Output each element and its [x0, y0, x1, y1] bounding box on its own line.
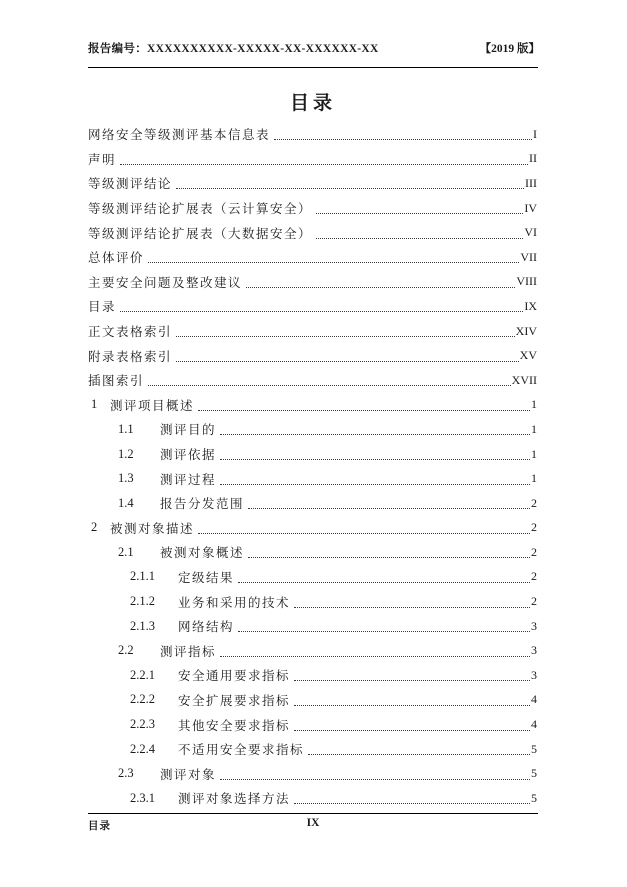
toc-entry [88, 294, 537, 319]
toc-entry-page: II [529, 151, 537, 166]
toc-entry-number: 2.1.1 [130, 569, 155, 584]
dot-leader [220, 473, 530, 485]
toc-entry-page: 2 [531, 594, 537, 609]
toc-entry-number: 2.2.1 [130, 667, 155, 682]
toc-entry-title: 等级测评结论扩展表（大数据安全） [88, 226, 313, 241]
toc-entry-number: 2.1.3 [130, 618, 155, 633]
toc-entry-number: 2 [91, 520, 98, 535]
toc-entry-page: 4 [531, 717, 537, 732]
toc-entry [88, 688, 537, 713]
report-number-value: XXXXXXXXXX-XXXXX-XX-XXXXXX-XX [147, 43, 379, 55]
toc-entry-number: 2.2 [118, 643, 134, 658]
toc-entry [88, 196, 537, 221]
toc-entry-title: 测评指标 [160, 644, 217, 659]
toc-entry-number: 1.4 [118, 495, 134, 510]
dot-leader [274, 128, 532, 140]
toc-entry-number: 2.1.2 [130, 594, 155, 609]
toc-entry-title: 网络结构 [178, 620, 235, 635]
dot-leader [120, 300, 523, 312]
toc-entry-title: 等级测评结论 [88, 177, 173, 192]
toc-entry-title: 被测对象描述 [110, 521, 195, 536]
toc-entry-title: 安全扩展要求指标 [178, 693, 291, 708]
dot-leader [248, 497, 530, 509]
toc-entry [88, 614, 537, 639]
table-of-contents [88, 122, 537, 811]
dot-leader [176, 350, 519, 362]
toc-entry-number: 1.1 [118, 421, 134, 436]
toc-entry-page: I [533, 126, 537, 141]
toc-entry-page: IX [524, 298, 537, 313]
toc-entry-number: 2.3.1 [130, 790, 155, 805]
toc-entry [88, 319, 537, 344]
toc-entry [88, 220, 537, 245]
toc-entry-title: 测评对象 [160, 767, 217, 782]
toc-entry-number: 1.3 [118, 471, 134, 486]
toc-entry [88, 270, 537, 295]
toc-entry-title: 声明 [88, 152, 117, 167]
toc-entry-number: 2.2.3 [130, 717, 155, 732]
toc-entry-number: 2.2.4 [130, 741, 155, 756]
toc-entry-page: 3 [531, 618, 537, 633]
toc-entry [88, 122, 537, 147]
toc-entry-page: VII [520, 249, 537, 264]
dot-leader [294, 669, 530, 681]
toc-entry-title: 报告分发范围 [160, 497, 245, 512]
page-title: 目录 [289, 93, 336, 114]
toc-entry-page: 3 [531, 667, 537, 682]
toc-entry [88, 147, 537, 172]
toc-entry [88, 393, 537, 418]
toc-entry-page: 2 [531, 495, 537, 510]
dot-leader [238, 571, 530, 583]
toc-entry-title: 目录 [88, 300, 117, 315]
dot-leader [294, 792, 530, 804]
dot-leader [294, 596, 530, 608]
toc-entry-page: III [525, 175, 537, 190]
dot-leader [220, 448, 530, 460]
dot-leader [316, 227, 523, 239]
report-number-label: 报告编号： [88, 43, 147, 55]
header-rule [88, 67, 538, 68]
toc-entry-page: 5 [531, 766, 537, 781]
toc-entry [88, 442, 537, 467]
dot-leader [176, 325, 515, 337]
toc-entry [88, 491, 537, 516]
toc-entry-title: 等级测评结论扩展表（云计算安全） [88, 202, 313, 217]
dot-leader [238, 620, 530, 632]
toc-entry-title: 测评项目概述 [110, 398, 195, 413]
dot-leader [220, 645, 530, 657]
toc-entry-number: 2.3 [118, 766, 134, 781]
toc-entry-page: XVII [511, 372, 537, 387]
toc-entry [88, 417, 537, 442]
toc-entry-title: 测评目的 [160, 423, 217, 438]
toc-entry [88, 516, 537, 541]
toc-entry-page: 1 [531, 471, 537, 486]
toc-entry [88, 540, 537, 565]
toc-entry-title: 业务和采用的技术 [178, 595, 291, 610]
toc-entry-title: 附录表格索引 [88, 349, 173, 364]
toc-entry-title: 安全通用要求指标 [178, 669, 291, 684]
toc-entry [88, 638, 537, 663]
toc-entry-title: 被测对象概述 [160, 546, 245, 561]
toc-entry-number: 1.2 [118, 446, 134, 461]
toc-entry-title: 网络安全等级测评基本信息表 [88, 128, 271, 143]
toc-entry-title: 正文表格索引 [88, 325, 173, 340]
toc-entry [88, 368, 537, 393]
toc-entry-page: VIII [516, 274, 537, 289]
toc-entry-page: 2 [531, 569, 537, 584]
toc-entry-number: 1 [91, 397, 98, 412]
toc-entry-page: 1 [531, 397, 537, 412]
toc-entry [88, 786, 537, 811]
dot-leader [248, 546, 530, 558]
toc-entry-page: 5 [531, 790, 537, 805]
toc-entry [88, 565, 537, 590]
report-number [88, 40, 379, 56]
toc-entry-title: 总体评价 [88, 251, 145, 266]
dot-leader [246, 276, 515, 288]
dot-leader [198, 522, 530, 534]
toc-entry [88, 171, 537, 196]
toc-entry-page: XIV [515, 323, 537, 338]
dot-leader [198, 399, 530, 411]
dot-leader [220, 768, 530, 780]
toc-entry-page: IV [524, 200, 537, 215]
footer-section-label: 目录 [88, 821, 111, 832]
toc-entry-title: 测评对象选择方法 [178, 792, 291, 807]
toc-entry [88, 712, 537, 737]
toc-entry-title: 插图索引 [88, 374, 145, 389]
toc-entry-page: 4 [531, 692, 537, 707]
toc-entry [88, 466, 537, 491]
dot-leader [120, 153, 528, 165]
toc-entry-page: 2 [531, 544, 537, 559]
toc-entry-page: 5 [531, 741, 537, 756]
toc-entry-page: 1 [531, 446, 537, 461]
toc-entry [88, 343, 537, 368]
dot-leader [220, 423, 530, 435]
toc-entry [88, 663, 537, 688]
toc-entry-title: 其他安全要求指标 [178, 718, 291, 733]
toc-entry [88, 245, 537, 270]
toc-entry-title: 测评过程 [160, 472, 217, 487]
toc-entry-number: 2.1 [118, 544, 134, 559]
toc-entry [88, 589, 537, 614]
dot-leader [148, 251, 519, 263]
toc-entry-number: 2.2.2 [130, 692, 155, 707]
toc-entry [88, 761, 537, 786]
edition-badge: 【2019 版】 [479, 43, 540, 55]
toc-entry-page: 1 [531, 421, 537, 436]
toc-entry-page: XV [519, 348, 537, 363]
footer-rule [88, 813, 538, 814]
footer-page-number: IX [306, 817, 320, 829]
toc-entry-title: 主要安全问题及整改建议 [88, 275, 243, 290]
dot-leader [308, 743, 530, 755]
dot-leader [176, 177, 524, 189]
toc-entry-page: VI [524, 225, 537, 240]
toc-entry-page: 3 [531, 643, 537, 658]
dot-leader [294, 719, 530, 731]
toc-entry-title: 不适用安全要求指标 [178, 743, 305, 758]
toc-entry [88, 737, 537, 762]
toc-entry-title: 定级结果 [178, 570, 235, 585]
dot-leader [294, 694, 530, 706]
toc-entry-title: 测评依据 [160, 448, 217, 463]
toc-entry-page: 2 [531, 520, 537, 535]
dot-leader [316, 202, 523, 214]
dot-leader [148, 374, 511, 386]
